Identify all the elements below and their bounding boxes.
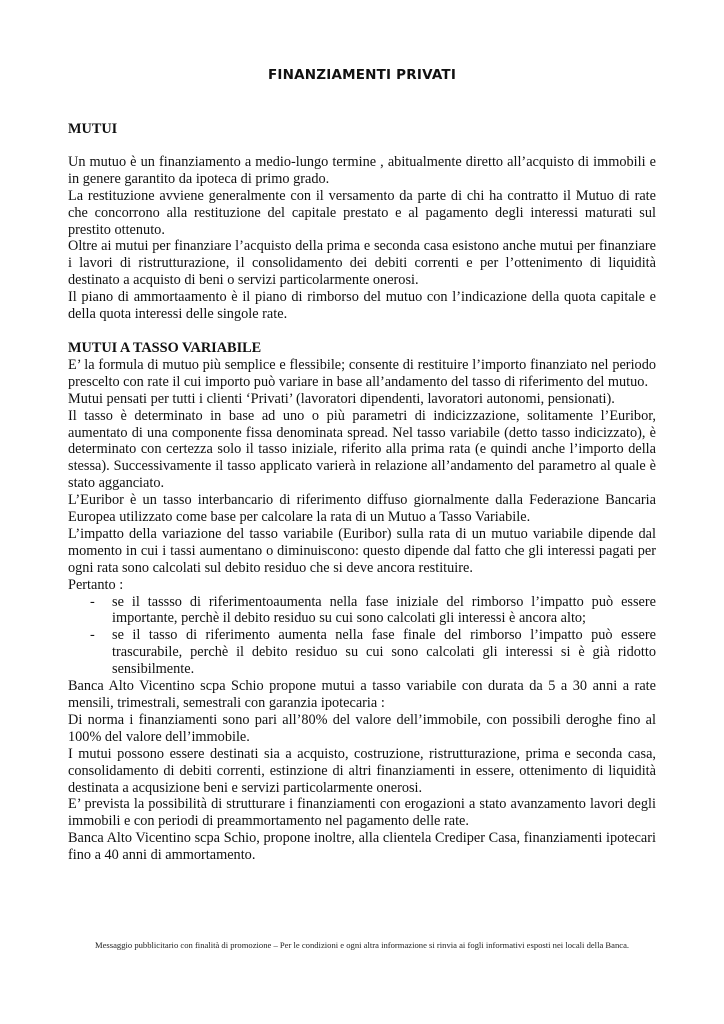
list-marker: - — [90, 593, 95, 610]
paragraph: L’Euribor è un tasso interbancario di riferimento diffuso giornalmente dalla Federazione Bancaria Europea utilizzato come base per calcolare la rata di un Mutuo a Tasso Variabile. — [68, 492, 656, 526]
paragraph: L’impatto della variazione del tasso variabile (Euribor) sulla rata di un mutuo variabile dipende dal momento in cui i tassi aumentano o diminuiscono: questo dipende dal fatto che gli interessi pagati per ogni rata sono calcolati sul debito residuo che si deve ancora restituire. — [68, 525, 656, 576]
paragraph: Banca Alto Vicentino scpa Schio, propone inoltre, alla clientela Crediper Casa, finanziamenti ipotecari fino a 40 anni di ammortamento. — [68, 830, 656, 864]
paragraph: Il piano di ammortaamento è il piano di rimborso del mutuo con l’indicazione della quota capitale e della quota interessi delle singole rate. — [68, 289, 656, 323]
paragraph: I mutui possono essere destinati sia a acquisto, costruzione, ristrutturazione, prima e seconda casa, consolidamento di debiti correnti, estinzione di altri finanziamenti in essere, ottenimento di liquidità destinata a acqusizione beni e servizi particolarmente onerosi. — [68, 745, 656, 796]
footer-disclaimer: Messaggio pubblicitario con finalità di promozione – Per le condizioni e ogni altra informazione si rinvia ai fogli informativi esposti nei locali della Banca. — [94, 940, 630, 950]
paragraph: Pertanto : — [68, 576, 124, 593]
paragraph: E’ la formula di mutuo più semplice e flessibile; consente di restituire l’importo finanziato nel periodo prescelto con rate il cui importo può variare in base all’andamento del tasso di riferimento del mutuo. — [68, 356, 656, 390]
paragraph: E’ prevista la possibilità di strutturare i finanziamenti con erogazioni a stato avanzamento lavori degli immobili e con periodi di preammortamento nel pagamento delle rate. — [68, 796, 656, 830]
paragraph: Oltre ai mutui per finanziare l’acquisto della prima e seconda casa esistono anche mutui per finanziare i lavori di ristrutturazione, il consolidamento dei debiti correnti e per l’ottenimento di liquidità destinato a acquisto di beni o servizi particolarmente onerosi. — [68, 238, 656, 289]
document-body — [68, 121, 656, 864]
paragraph: Un mutuo è un finanziamento a medio-lungo termine , abitualmente diretto all’acquisto di immobili e in genere garantito da ipoteca di primo grado. — [68, 153, 656, 187]
list-marker: - — [90, 627, 95, 644]
list-item-text: se il tasso di riferimento aumenta nella fase finale del rimborso l’impatto può essere trascurabile, perchè il debito residuo su cui sono calcolati gli interessi si è già ridotto sensibilmente. — [112, 627, 656, 678]
paragraph: Mutui pensati per tutti i clienti ‘Privati’ (lavoratori dipendenti, lavoratori autonomi, pensionati). — [68, 390, 615, 407]
section-heading-mutui: MUTUI — [68, 121, 118, 137]
paragraph: Il tasso è determinato in base ad uno o più parametri di indicizzazione, solitamente l’Euribor, aumentato di una componente fissa denominata spread. Nel tasso variabile (detto tasso indicizzato), è determinato con certezza solo il tasso iniziale, riferito alla prima rata (e quindi anche l’importo della stessa). Successivamente il tasso applicato varierà in relazione all’andamento del parametro al quale è stato agganciato. — [68, 407, 656, 492]
paragraph: La restituzione avviene generalmente con il versamento da parte di chi ha contratto il Mutuo di rate che concorrono alla restituzione del capitale prestato e al pagamento degli interessi maturati sul prestito ottenuto. — [68, 187, 656, 238]
bullet-list — [68, 594, 656, 679]
paragraph: Di norma i finanziamenti sono pari all’80% del valore dell’immobile, con possibili deroghe fino al 100% del valore dell’immobile. — [68, 711, 656, 745]
section-heading-tasso-variabile: MUTUI A TASSO VARIABILE — [68, 339, 262, 356]
list-item-text: se il tassso di riferimentoaumenta nella fase iniziale del rimborso l’impatto può essere importante, perchè il debito residuo su cui sono calcolati gli interessi è ancora alto; — [112, 593, 656, 627]
list-item — [68, 594, 656, 628]
list-item — [68, 627, 656, 678]
paragraph: Banca Alto Vicentino scpa Schio propone mutui a tasso variabile con durata da 5 a 30 anni a rate mensili, trimestrali, semestrali con garanzia ipotecaria : — [68, 678, 656, 711]
document-title: FINANZIAMENTI PRIVATI — [267, 67, 457, 83]
